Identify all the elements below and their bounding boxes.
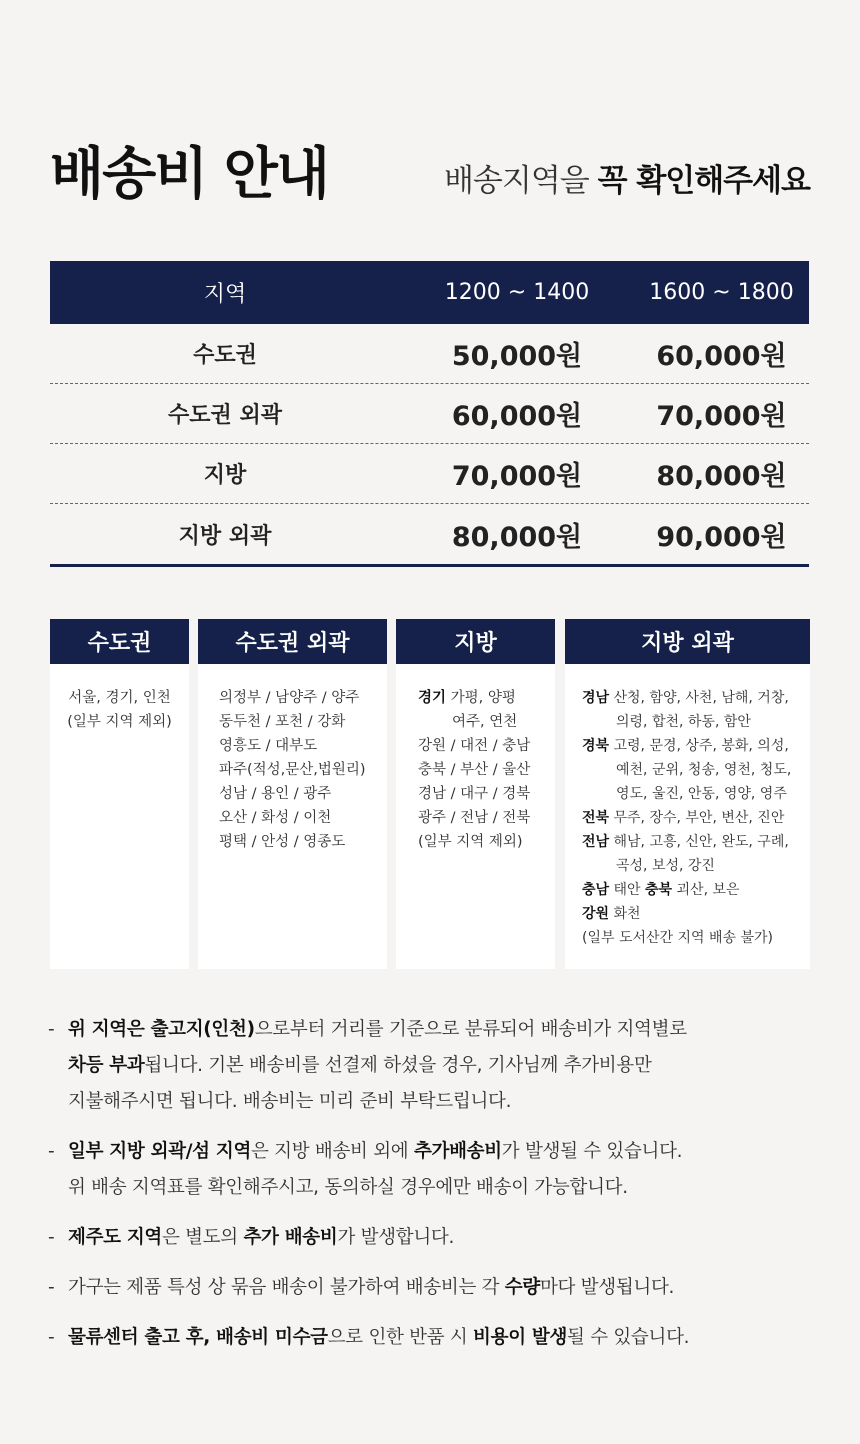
table-row	[50, 444, 809, 504]
region-text: 태안	[609, 882, 646, 898]
note-emphasis: 추가배송비	[413, 1141, 502, 1162]
price-table-header	[50, 261, 809, 324]
page-title: 배송비 안내	[50, 142, 328, 207]
region-text: 해남, 고흥, 신안, 완도, 구례,	[609, 834, 789, 850]
header-region: 지역	[203, 282, 247, 307]
note-emphasis: 차등 부과	[68, 1055, 145, 1076]
region-line	[418, 686, 551, 710]
note-emphasis: 비용이 발생	[473, 1327, 568, 1348]
note-text: 가구는 제품 특성 상 묶음 배송이 불가하여 배송비는 각	[68, 1277, 505, 1298]
row-price-1: 60,000원	[451, 401, 583, 432]
note-item	[48, 1134, 838, 1206]
region-line: 평택 / 안성 / 영종도	[219, 834, 346, 850]
region-text: 고령, 문경, 상주, 봉화, 의성,	[609, 738, 789, 754]
note-text: 가 발생될 수 있습니다.	[501, 1141, 683, 1162]
note-emphasis: 제주도 지역	[68, 1227, 162, 1248]
row-price-2: 90,000원	[656, 521, 787, 553]
region-text: 화천	[609, 906, 641, 922]
region-title: 수도권	[50, 619, 189, 664]
region-box-capital	[50, 619, 189, 969]
price-table	[50, 261, 809, 567]
note-text: 으로부터 거리를 기준으로 분류되어 배송비가 지역별로	[254, 1019, 687, 1040]
region-line: (일부 지역 제외)	[418, 834, 523, 850]
region-label: 경남	[582, 690, 610, 706]
region-line	[582, 734, 808, 758]
region-text: 무주, 장수, 부안, 변산, 진안	[609, 810, 785, 826]
note-emphasis: 물류센터 출고 후, 배송비 미수금	[68, 1327, 328, 1348]
region-label: 경기	[418, 690, 447, 706]
region-line: 의령, 합천, 하동, 함안	[616, 714, 751, 730]
region-label: 강원	[582, 906, 610, 922]
note-emphasis: 위 지역은 출고지(인천)	[68, 1019, 255, 1040]
row-price-1: 70,000원	[451, 461, 583, 492]
region-line: 서울, 경기, 인천	[68, 690, 171, 706]
region-line: 광주 / 전남 / 전북	[418, 810, 531, 826]
table-row	[50, 504, 809, 564]
region-line: 영도, 울진, 안동, 영양, 영주	[616, 786, 787, 802]
note-text: 위 배송 지역표를 확인해주시고, 동의하실 경우에만 배송이 가능합니다.	[68, 1177, 628, 1198]
row-region: 지방	[203, 463, 247, 488]
region-label: 경북	[582, 738, 610, 754]
region-line: 경남 / 대구 / 경북	[418, 786, 531, 802]
region-label: 전남	[582, 834, 610, 850]
region-line: 동두천 / 포천 / 강화	[219, 714, 346, 730]
region-title: 지방 외곽	[565, 619, 810, 664]
region-text: 괴산, 보은	[672, 882, 740, 898]
row-price-2: 60,000원	[656, 341, 787, 372]
note-text: 가 발생합니다.	[337, 1227, 455, 1248]
region-box-local	[396, 619, 555, 969]
region-line: (일부 도서산간 지역 배송 불가)	[582, 930, 774, 946]
region-line: 파주(적성,문산,법원리)	[219, 762, 366, 778]
region-label: 전북	[582, 810, 610, 826]
region-line	[582, 806, 808, 830]
region-list	[50, 664, 189, 734]
region-line: 예천, 군위, 청송, 영천, 청도,	[616, 762, 792, 778]
region-label: 충북	[645, 882, 673, 898]
region-title: 지방	[396, 619, 555, 664]
region-line: 충북 / 부산 / 울산	[418, 762, 531, 778]
header-size-1: 1200 ~ 1400	[444, 280, 590, 305]
row-region: 지방 외곽	[178, 523, 272, 549]
row-region: 수도권	[193, 343, 257, 368]
region-line: 곡성, 보성, 강진	[616, 858, 715, 874]
note-text: 됩니다. 기본 배송비를 선결제 하셨을 경우, 기사님께 추가비용만	[144, 1055, 652, 1076]
notes-list	[48, 1012, 838, 1370]
header-size-2: 1600 ~ 1800	[649, 280, 794, 305]
row-price-1: 50,000원	[451, 341, 583, 372]
region-line	[582, 686, 808, 710]
region-line: 의정부 / 남양주 / 양주	[219, 690, 360, 706]
region-line: (일부 지역 제외)	[67, 714, 172, 730]
region-line	[582, 830, 808, 854]
note-text: 은 지방 배송비 외에	[251, 1141, 414, 1162]
note-text: 될 수 있습니다.	[567, 1327, 690, 1348]
table-row	[50, 324, 809, 384]
region-list	[565, 664, 810, 950]
note-emphasis: 일부 지방 외곽/섬 지역	[68, 1141, 252, 1162]
row-price-2: 70,000원	[656, 401, 787, 432]
row-region: 수도권 외곽	[168, 403, 282, 428]
page-subtitle	[444, 155, 810, 200]
region-line: 성남 / 용인 / 광주	[219, 786, 332, 802]
note-item	[48, 1012, 838, 1120]
note-emphasis: 수량	[504, 1277, 540, 1298]
row-price-1: 80,000원	[451, 521, 583, 553]
note-text: 은 별도의	[162, 1227, 244, 1248]
note-item	[48, 1220, 838, 1256]
note-text: 으로 인한 반품 시	[327, 1327, 474, 1348]
region-line	[582, 902, 808, 926]
region-list	[198, 664, 387, 854]
subtitle-text: 배송지역을	[443, 163, 598, 199]
note-text: 마다 발생됩니다.	[539, 1277, 675, 1298]
region-line: 강원 / 대전 / 충남	[418, 738, 531, 754]
note-item	[48, 1270, 838, 1306]
note-emphasis: 추가 배송비	[243, 1227, 338, 1248]
region-label: 충남	[582, 882, 610, 898]
region-box-local-outer	[565, 619, 810, 969]
region-title: 수도권 외곽	[198, 619, 387, 664]
table-row	[50, 384, 809, 444]
region-line: 여주, 연천	[452, 714, 518, 730]
region-text: 가평, 양평	[446, 690, 516, 706]
region-line	[582, 878, 808, 902]
note-item	[48, 1320, 838, 1356]
region-box-capital-outer	[198, 619, 387, 969]
subtitle-emphasis: 꼭 확인해주세요	[597, 163, 810, 199]
row-price-2: 80,000원	[656, 461, 787, 492]
region-line: 오산 / 화성 / 이천	[219, 810, 332, 826]
region-text: 산청, 함양, 사천, 남해, 거창,	[609, 690, 789, 706]
region-list	[396, 664, 555, 854]
region-line: 영흥도 / 대부도	[219, 738, 318, 754]
note-text: 지불해주시면 됩니다. 배송비는 미리 준비 부탁드립니다.	[68, 1091, 512, 1112]
